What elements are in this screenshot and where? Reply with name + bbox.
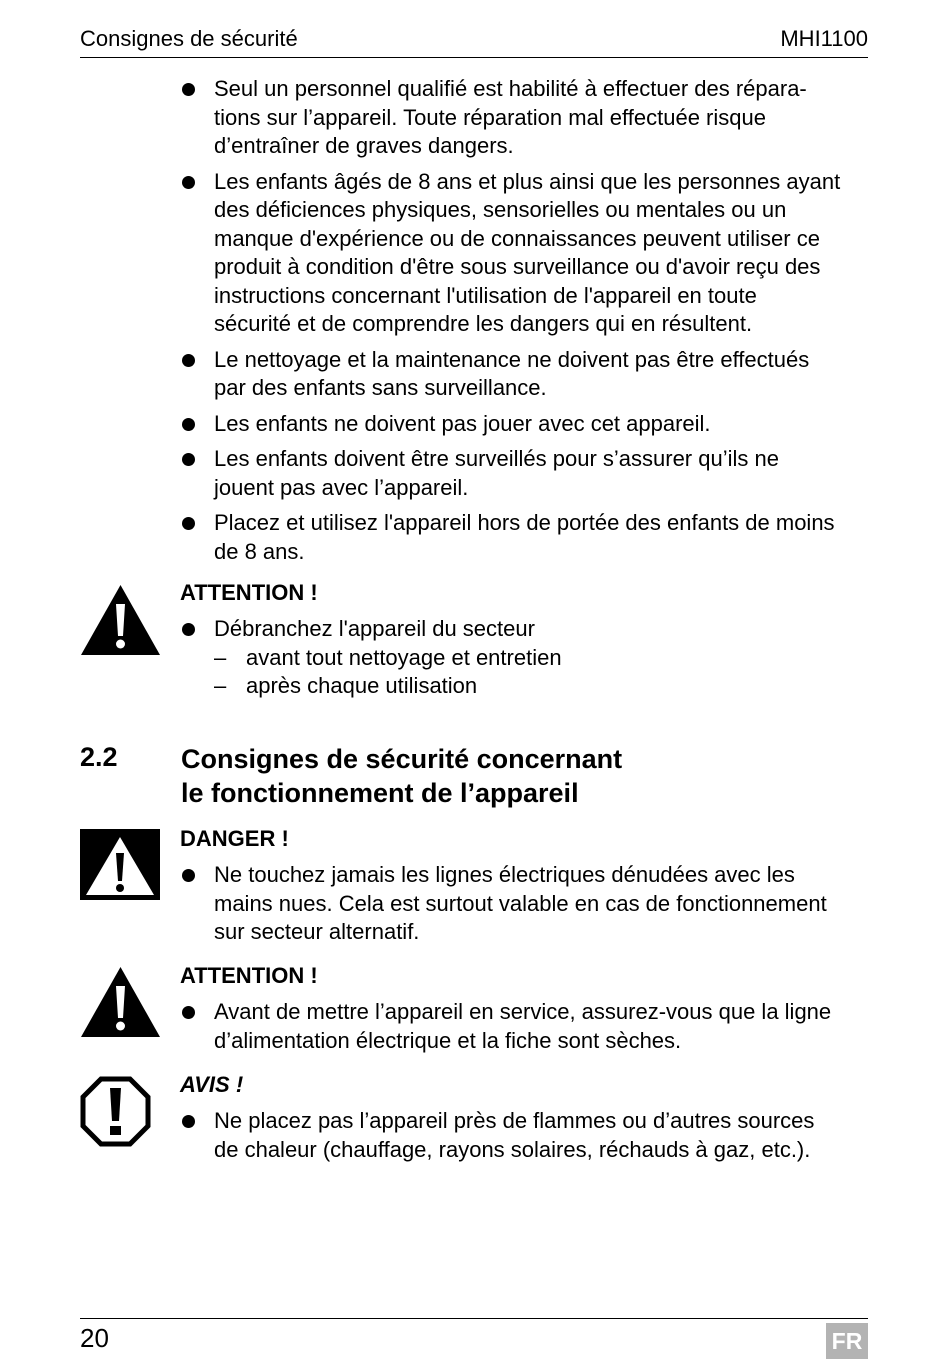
warning-triangle-icon bbox=[80, 966, 161, 1038]
notice-heading: AVIS ! bbox=[180, 1072, 244, 1097]
list-item: Seul un personnel qualifié est habilité à effectuer des répara- tions sur l’appareil. Toute réparation mal effectuée risque d’entraîner de graves dangers. bbox=[180, 75, 870, 161]
list-item: Les enfants ne doivent pas jouer avec cet appareil. bbox=[180, 410, 870, 439]
header-divider bbox=[80, 57, 868, 58]
intro-bullet-list bbox=[180, 75, 870, 566]
danger-heading: DANGER ! bbox=[180, 826, 289, 851]
section-title: Consignes de sécurité concernant le fonctionnement de l’appareil bbox=[181, 744, 623, 808]
bullet-icon bbox=[182, 517, 195, 530]
list-item: Les enfants doivent être surveillés pour s’assurer qu’ils ne jouent pas avec l’appareil. bbox=[180, 445, 870, 502]
running-header-model: MHI1100 bbox=[780, 26, 868, 51]
list-item: Les enfants âgés de 8 ans et plus ainsi que les personnes ayant des déficiences physiques, sensorielles ou mentales ou un manque d'expérience ou de connaissances peuvent utiliser ce produit à condition d'être sous surveillance ou d'avoir reçu des instructions concernant l'utilisation de l'appareil en toute sécurité et de comprendre les dangers qui en résultent. bbox=[180, 168, 870, 339]
list-item: Placez et utilisez l'appareil hors de portée des enfants de moins de 8 ans. bbox=[180, 509, 870, 566]
bullet-icon bbox=[182, 354, 195, 367]
bullet-icon bbox=[182, 869, 195, 882]
attention-heading: ATTENTION ! bbox=[180, 963, 318, 988]
attention-heading: ATTENTION ! bbox=[180, 580, 318, 605]
bullet-icon bbox=[182, 83, 195, 96]
list-item: Le nettoyage et la maintenance ne doivent pas être effectués par des enfants sans surveillance. bbox=[180, 346, 870, 403]
page-number: 20 bbox=[80, 1323, 109, 1353]
bullet-icon bbox=[182, 1115, 195, 1128]
bullet-icon bbox=[182, 1006, 195, 1019]
danger-bullet-list bbox=[180, 861, 870, 947]
list-item: Ne touchez jamais les lignes électriques dénudées avec les mains nues. Cela est surtout valable en cas de fonctionnement sur secteur alternatif. bbox=[180, 861, 870, 947]
sub-list-item: – après chaque utilisation bbox=[214, 673, 478, 698]
footer-divider bbox=[80, 1318, 868, 1319]
section-number: 2.2 bbox=[80, 742, 118, 772]
bullet-icon bbox=[182, 453, 195, 466]
notice-bullet-list bbox=[180, 1107, 870, 1164]
danger-triangle-icon bbox=[80, 829, 160, 900]
bullet-icon bbox=[182, 623, 195, 636]
sub-list-item: – avant tout nettoyage et entretien bbox=[214, 644, 562, 670]
list-item: Débranchez l'appareil du secteur bbox=[180, 615, 870, 644]
list-item: Avant de mettre l’appareil en service, assurez-vous que la ligne d’alimentation électrique et la fiche sont sèches. bbox=[180, 998, 870, 1055]
attention-bullet-list bbox=[180, 615, 870, 701]
warning-triangle-icon bbox=[80, 584, 161, 656]
attention-bullet-list bbox=[180, 998, 870, 1055]
list-item: Ne placez pas l’appareil près de flammes ou d’autres sources de chaleur (chauffage, rayons solaires, réchauds à gaz, etc.). bbox=[180, 1107, 870, 1164]
bullet-icon bbox=[182, 176, 195, 189]
notice-octagon-icon bbox=[80, 1076, 151, 1147]
bullet-icon bbox=[182, 418, 195, 431]
running-header-section: Consignes de sécurité bbox=[80, 26, 298, 51]
language-badge: FR bbox=[826, 1323, 868, 1359]
